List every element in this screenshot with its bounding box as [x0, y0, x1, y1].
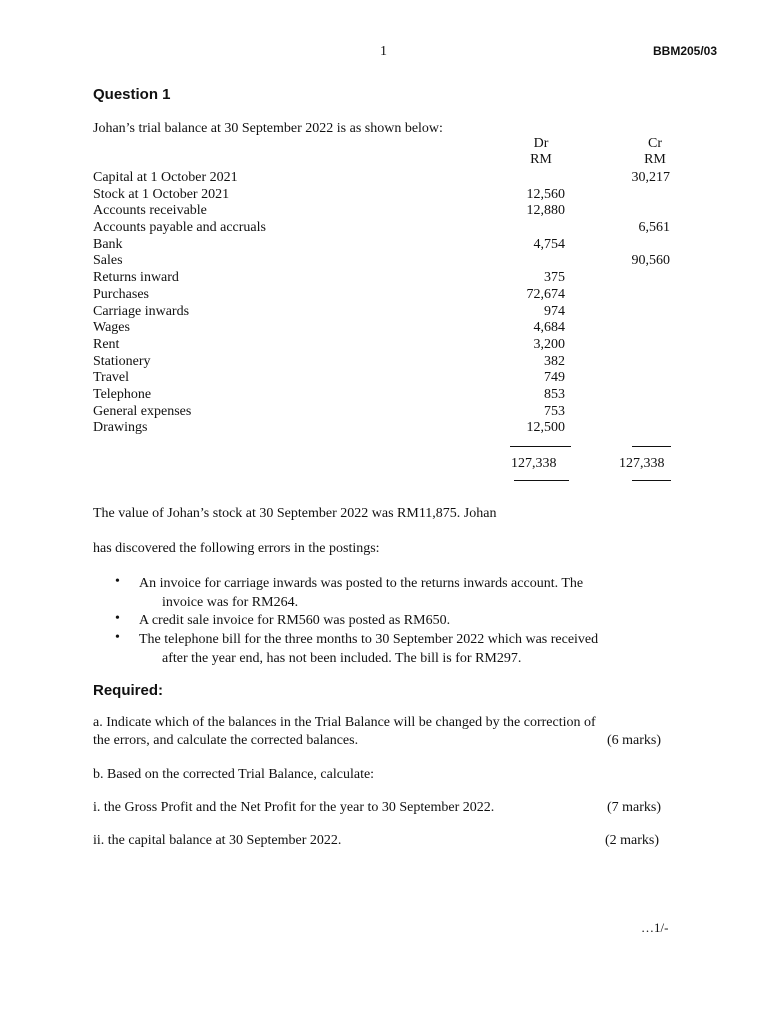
account-name: Stock at 1 October 2021 [93, 186, 230, 202]
table-row [93, 287, 673, 304]
credit-amount: 6,561 [638, 220, 670, 236]
table-row [93, 420, 673, 437]
account-name: Accounts payable and accruals [93, 220, 266, 236]
bullet-icon: • [115, 574, 120, 589]
bullet-icon: • [115, 611, 120, 626]
table-row [93, 404, 673, 421]
table-row [93, 304, 673, 321]
table-row [93, 387, 673, 404]
bullet-icon: • [115, 630, 120, 645]
credit-amount: 90,560 [631, 253, 670, 269]
trial-balance-table [93, 170, 673, 437]
error-text: An invoice for carriage inwards was posted to the returns inwards account. The [139, 576, 584, 591]
course-code: BBM205/03 [653, 44, 718, 58]
account-name: Carriage inwards [93, 303, 190, 319]
debit-amount: 4,754 [533, 236, 565, 252]
error-text-continued: invoice was for RM264. [162, 595, 299, 610]
page-continuation: …1/- [641, 920, 669, 935]
credit-amount: 30,217 [631, 170, 670, 185]
account-name: Telephone [93, 386, 152, 402]
part-a-marks: (6 marks) [607, 733, 662, 748]
table-row [93, 253, 673, 270]
table-row [93, 170, 673, 187]
debit-amount: 12,560 [526, 186, 565, 202]
question-intro: Johan’s trial balance at 30 September 2022 is as shown below: [93, 121, 443, 136]
account-name: Accounts receivable [93, 203, 207, 219]
error-item [139, 630, 598, 668]
table-row [93, 337, 673, 354]
debit-amount: 375 [544, 270, 565, 286]
account-name: Travel [93, 370, 130, 386]
question-title: Question 1 [93, 86, 171, 103]
debit-amount: 749 [544, 370, 565, 386]
account-name: Bank [93, 236, 123, 252]
debit-total: 127,338 [511, 456, 557, 471]
part-b-i-text: i. the Gross Profit and the Net Profit for the year to 30 September 2022. [93, 800, 495, 815]
error-text: The telephone bill for the three months to 30 September 2022 which was received [139, 632, 599, 647]
account-name: Rent [93, 336, 120, 352]
table-row [93, 370, 673, 387]
closing-stock-text: The value of Johan’s stock at 30 September 2022 was RM11,875. Johan [93, 506, 497, 521]
debit-amount: 4,684 [533, 320, 565, 336]
debit-amount: 382 [544, 353, 565, 369]
account-name: Sales [93, 253, 123, 269]
account-name: General expenses [93, 403, 192, 419]
table-row [93, 220, 673, 237]
debit-amount: 72,674 [526, 286, 565, 302]
part-a-text-continued: the errors, and calculate the corrected balances. [93, 733, 359, 748]
account-name: Purchases [93, 286, 149, 302]
debit-amount: 12,500 [526, 420, 565, 436]
page-number: 1 [380, 44, 387, 59]
credit-column-unit: RM [644, 152, 666, 167]
table-row [93, 270, 673, 287]
table-row [93, 320, 673, 337]
debit-amount: 12,880 [526, 203, 565, 219]
errors-intro-text: has discovered the following errors in the postings: [93, 541, 380, 556]
account-name: Returns inward [93, 270, 179, 286]
debit-total-rule-top [510, 446, 571, 447]
credit-total-rule-bottom [632, 480, 671, 481]
debit-column-header: Dr [533, 136, 549, 151]
table-row [93, 354, 673, 371]
account-name: Capital at 1 October 2021 [93, 170, 238, 185]
account-name: Stationery [93, 353, 151, 369]
credit-total-rule-top [632, 446, 671, 447]
error-item [139, 574, 583, 612]
part-b-ii-marks: (2 marks) [605, 833, 660, 848]
debit-amount: 853 [544, 386, 565, 402]
credit-column-header: Cr [648, 136, 662, 151]
debit-column-unit: RM [530, 152, 552, 167]
part-a-text: a. Indicate which of the balances in the Trial Balance will be changed by the correction of [93, 715, 596, 730]
error-text-continued: after the year end, has not been included. The bill is for RM297. [162, 651, 522, 666]
error-text: A credit sale invoice for RM560 was posted as RM650. [139, 613, 451, 628]
table-row [93, 203, 673, 220]
account-name: Drawings [93, 420, 148, 436]
account-name: Wages [93, 320, 130, 336]
debit-amount: 3,200 [533, 336, 565, 352]
debit-total-rule-bottom [514, 480, 569, 481]
required-heading: Required: [93, 682, 164, 699]
table-row [93, 237, 673, 254]
debit-amount: 974 [544, 303, 565, 319]
table-row [93, 187, 673, 204]
part-b-text: b. Based on the corrected Trial Balance, calculate: [93, 767, 375, 782]
error-item [139, 611, 450, 630]
part-b-ii-text: ii. the capital balance at 30 September 2022. [93, 833, 342, 848]
debit-amount: 753 [544, 403, 565, 419]
part-b-i-marks: (7 marks) [607, 800, 662, 815]
credit-total: 127,338 [619, 456, 665, 471]
